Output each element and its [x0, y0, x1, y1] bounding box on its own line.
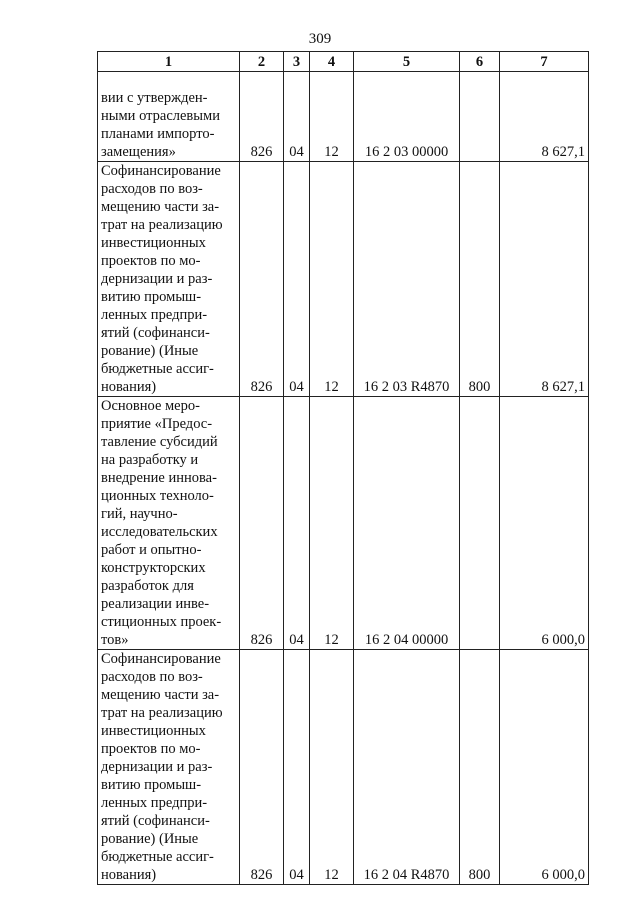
row-description: Софинансирование расходов по воз- мещению части за- трат на реализацию инвестиционных проектов по мо- дернизации и раз- витию промыш- ленных предпри- ятий (софинанси- рование) (Иные бюджетные ассиг- нования) — [98, 650, 240, 885]
section-code: 04 — [284, 72, 310, 162]
row-description: Основное меро- приятие «Предос- тавление субсидий на разработку и внедрение иннова- ционных техноло- гий, научно- исследовательских работ и опытно- конструкторских разработок для реализации инве- стиционных проек- тов» — [98, 397, 240, 650]
amount: 6 000,0 — [500, 650, 589, 885]
target-article-code: 16 2 03 R4870 — [354, 162, 460, 397]
target-article-code: 16 2 04 00000 — [354, 397, 460, 650]
expense-type-code — [460, 72, 500, 162]
subsection-code: 12 — [310, 162, 354, 397]
target-article-code: 16 2 04 R4870 — [354, 650, 460, 885]
section-code: 04 — [284, 397, 310, 650]
section-code: 04 — [284, 162, 310, 397]
amount: 8 627,1 — [500, 72, 589, 162]
subsection-code: 12 — [310, 397, 354, 650]
subsection-code: 12 — [310, 650, 354, 885]
column-header-3: 3 — [284, 52, 310, 72]
expense-type-code: 800 — [460, 650, 500, 885]
target-article-code: 16 2 03 00000 — [354, 72, 460, 162]
page-number: 309 — [308, 31, 332, 47]
column-header-2: 2 — [240, 52, 284, 72]
budget-table — [97, 51, 589, 885]
ministry-code: 826 — [240, 72, 284, 162]
amount: 8 627,1 — [500, 162, 589, 397]
expense-type-code — [460, 397, 500, 650]
table-row — [98, 72, 589, 162]
ministry-code: 826 — [240, 650, 284, 885]
table-row — [98, 397, 589, 650]
table-header-row — [98, 52, 589, 72]
column-header-1: 1 — [98, 52, 240, 72]
column-header-6: 6 — [460, 52, 500, 72]
column-header-4: 4 — [310, 52, 354, 72]
row-description: Софинансирование расходов по воз- мещению части за- трат на реализацию инвестиционных проектов по мо- дернизации и раз- витию промыш- ленных предпри- ятий (софинанси- рование) (Иные бюджетные ассиг- нования) — [98, 162, 240, 397]
section-code: 04 — [284, 650, 310, 885]
table-row — [98, 650, 589, 885]
subsection-code: 12 — [310, 72, 354, 162]
column-header-7: 7 — [500, 52, 589, 72]
ministry-code: 826 — [240, 397, 284, 650]
expense-type-code: 800 — [460, 162, 500, 397]
amount: 6 000,0 — [500, 397, 589, 650]
ministry-code: 826 — [240, 162, 284, 397]
column-header-5: 5 — [354, 52, 460, 72]
table-row — [98, 162, 589, 397]
row-description: вии с утвержден- ными отраслевыми планами импорто- замещения» — [98, 72, 240, 162]
